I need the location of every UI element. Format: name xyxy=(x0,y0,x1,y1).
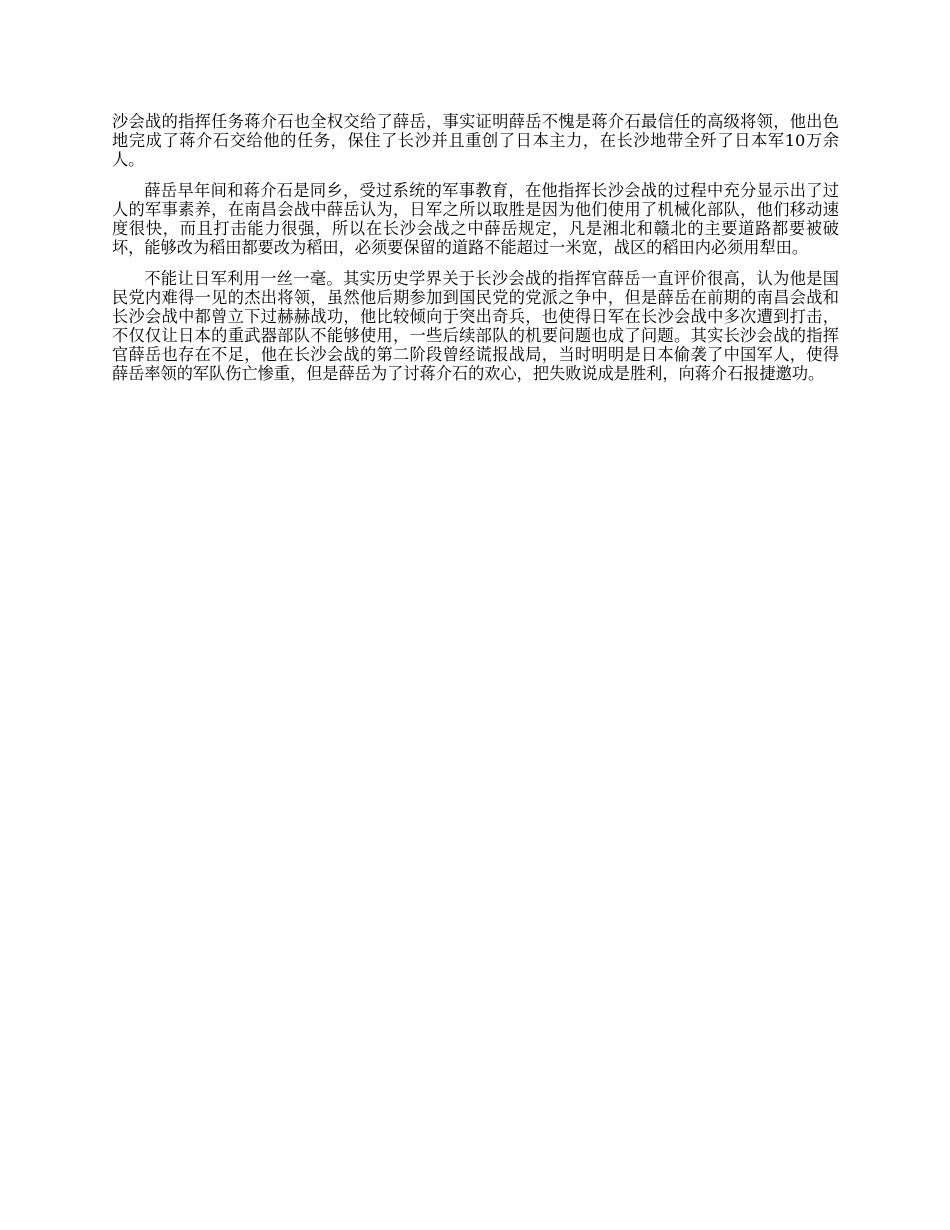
paragraph-1: 沙会战的指挥任务蒋介石也全权交给了薛岳，事实证明薛岳不愧是蒋介石最信任的高级将领，他出色地完成了蒋介石交给他的任务，保住了长沙并且重创了日本主力，在长沙地带全歼了日本军10万余人。 xyxy=(112,112,839,169)
document-body xyxy=(112,112,839,395)
paragraph-2: 薛岳早年间和蒋介石是同乡，受过系统的军事教育，在他指挥长沙会战的过程中充分显示出了过人的军事素养，在南昌会战中薛岳认为，日军之所以取胜是因为他们使用了机械化部队，他们移动速度很快，而且打击能力很强，所以在长沙会战之中薛岳规定，凡是湘北和赣北的主要道路都要被破坏，能够改为稻田都要改为稻田，必须要保留的道路不能超过一米宽，战区的稻田内必须用犁田。 xyxy=(112,181,839,257)
paragraph-3: 不能让日军利用一丝一毫。其实历史学界关于长沙会战的指挥官薛岳一直评价很高，认为他是国民党内难得一见的杰出将领，虽然他后期参加到国民党的党派之争中，但是薛岳在前期的南昌会战和长沙会战中都曾立下过赫赫战功，他比较倾向于突出奇兵，也使得日军在长沙会战中多次遭到打击，不仅仅让日本的重武器部队不能够使用，一些后续部队的机要问题也成了问题。其实长沙会战的指挥官薛岳也存在不足，他在长沙会战的第二阶段曾经谎报战局，当时明明是日本偷袭了中国军人，使得薛岳率领的军队伤亡惨重，但是薛岳为了讨蒋介石的欢心，把失败说成是胜利，向蒋介石报捷邀功。 xyxy=(112,269,839,383)
